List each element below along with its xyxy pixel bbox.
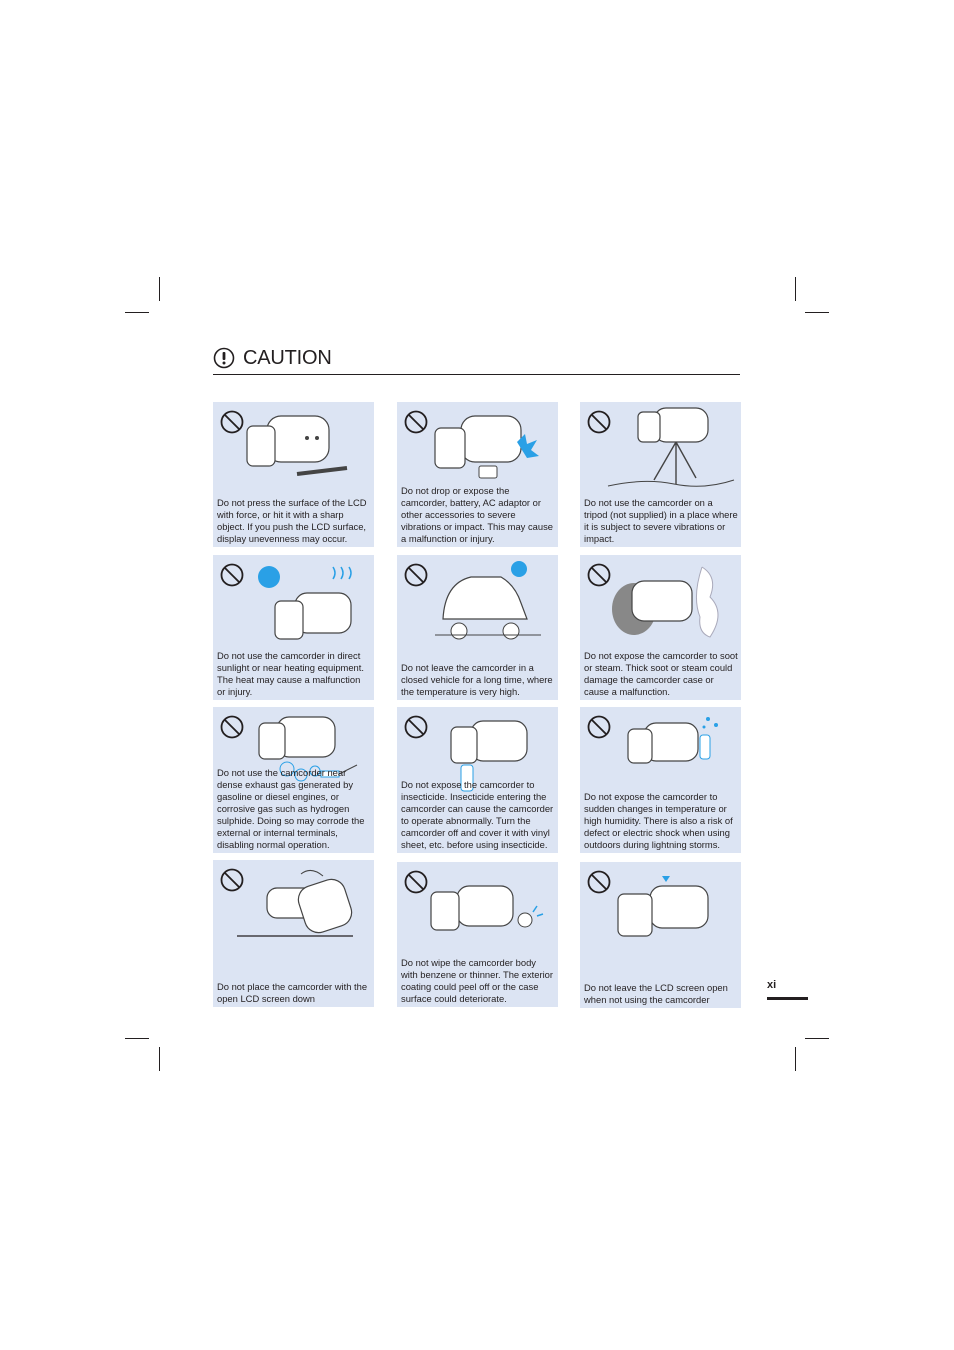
caution-card xyxy=(580,402,741,547)
camcorder-lcd-pressed-illustration xyxy=(237,404,371,492)
crop-mark xyxy=(125,1038,149,1039)
caution-text: Do not use the camcorder in direct sunlight or near heating equipment. The heat may cause a malfunction or injury. xyxy=(217,650,364,697)
caution-text: Do not expose the camcorder to sudden changes in temperature or high humidity. There is also a risk of defect or electric shock when using outdoors during lightning storms. xyxy=(584,791,733,850)
caution-card xyxy=(213,402,374,547)
camcorder-lcd-down-illustration xyxy=(237,862,371,950)
caution-card xyxy=(580,862,741,1008)
caution-text: Do not leave the camcorder in a closed vehicle for a long time, where the temperature is very high. xyxy=(401,662,553,697)
crop-mark xyxy=(125,312,149,313)
caution-text: Do not use the camcorder near dense exhaust gas generated by gasoline or diesel engines, or corrosive gas such as hydrogen sulphide. Doing so may corrode the external or internal terminals, disabling normal operation. xyxy=(217,767,365,850)
caution-card xyxy=(580,707,741,853)
camcorder-soot-steam-illustration xyxy=(604,557,738,645)
caution-card xyxy=(580,555,741,700)
caution-card xyxy=(397,707,558,853)
caution-text: Do not press the surface of the LCD with force, or hit it with a sharp object. If you push the LCD surface, display unevenness may occur. xyxy=(217,497,367,544)
caution-icon xyxy=(213,347,235,369)
section-header xyxy=(213,344,740,375)
caution-card xyxy=(213,555,374,700)
caution-card xyxy=(213,860,374,1007)
caution-card xyxy=(397,555,558,700)
caution-text: Do not expose the camcorder to insecticide. Insecticide entering the camcorder can cause the camcorder to operate abnormally. Turn the camcorder off and cover it with vinyl sheet, etc. before using insecticide. xyxy=(401,779,554,850)
caution-text: Do not use the camcorder on a tripod (not supplied) in a place where it is subject to severe vibrations or impact. xyxy=(584,497,738,544)
page-number-bar xyxy=(767,997,808,1000)
camcorder-dropped-illustration xyxy=(421,404,555,492)
camcorder-lcd-open-illustration xyxy=(604,864,738,952)
caution-text: Do not expose the camcorder to soot or steam. Thick soot or steam could damage the camcorder case or cause a malfunction. xyxy=(584,650,738,697)
caution-card xyxy=(397,862,558,1007)
page-number: xi xyxy=(767,979,777,991)
caution-text: Do not wipe the camcorder body with benzene or thinner. The exterior coating could peel off or the case surface could deteriorate. xyxy=(401,957,553,1004)
crop-mark xyxy=(159,277,160,301)
camcorder-sunlight-illustration xyxy=(237,557,371,645)
caution-text: Do not place the camcorder with the open LCD screen down xyxy=(217,981,368,1004)
camcorder-humidity-illustration xyxy=(604,709,738,797)
camcorder-in-car-illustration xyxy=(421,557,555,645)
page-title: CAUTION xyxy=(243,347,332,369)
caution-text: Do not drop or expose the camcorder, battery, AC adaptor or other accessories to severe vibrations or impact. This may cause a malfunction or injury. xyxy=(401,485,553,544)
caution-text: Do not leave the LCD screen open when not using the camcorder xyxy=(584,982,728,1005)
caution-card xyxy=(213,707,374,853)
crop-mark xyxy=(795,1047,796,1071)
crop-mark xyxy=(805,312,829,313)
camcorder-tripod-illustration xyxy=(604,404,738,492)
caution-card xyxy=(397,402,558,547)
crop-mark xyxy=(159,1047,160,1071)
camcorder-benzene-illustration xyxy=(421,864,555,952)
crop-mark xyxy=(795,277,796,301)
crop-mark xyxy=(805,1038,829,1039)
